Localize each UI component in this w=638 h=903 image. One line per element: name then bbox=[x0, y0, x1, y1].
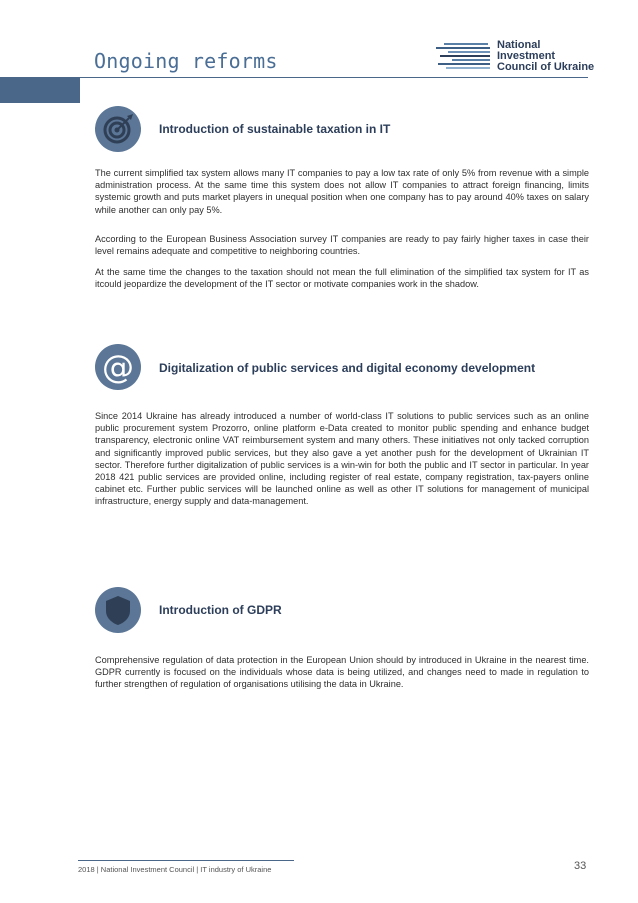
page-number: 33 bbox=[574, 860, 587, 872]
section-title-gdpr: Introduction of GDPR bbox=[159, 603, 282, 617]
paragraph-taxation-3: At the same time the changes to the taxation should not mean the full elimination of the simplified tax system for IT as itcould jeopardize the development of the IT sector or motivate companies work in the shadow. bbox=[95, 267, 589, 290]
paragraph-taxation-1: The current simplified tax system allows many IT companies to pay a low tax rate of only 5% from revenue with a simple administration process. At the same time this system does not allow IT companies to attract foreign financing, limits systemic growth and puts market players in unequal position when one company has to pay around 40% taxes on salary while another can only pay 5%. bbox=[95, 168, 589, 215]
svg-text:@: @ bbox=[102, 348, 134, 386]
section-title-taxation: Introduction of sustainable taxation in IT bbox=[159, 122, 391, 136]
footer-divider bbox=[78, 860, 294, 861]
footer-text: 2018 | National Investment Council | IT industry of Ukraine bbox=[78, 865, 272, 874]
logo-line-3: Council of Ukraine bbox=[497, 61, 595, 73]
paragraph-taxation-2: According to the European Business Association survey IT companies are ready to pay fairly higher taxes in case their level remains adequate and competitive to neighboring countries. bbox=[95, 234, 589, 257]
at-sign-icon bbox=[95, 344, 141, 390]
header-divider bbox=[80, 77, 588, 78]
side-accent-block bbox=[0, 77, 80, 103]
paragraph-gdpr-1: Comprehensive regulation of data protection in the European Union should by introduced in Ukraine in the nearest time. GDPR currently is focused on the individuals whose data is being utilized, and changes need to made in regulation to further strengthen of regulation of organisations utilising the data in Ukraine. bbox=[95, 655, 589, 690]
logo-line-1: National bbox=[497, 39, 541, 51]
paragraph-digitalization-1: Since 2014 Ukraine has already introduced a number of world-class IT solutions to public services such as an online public procurement system Prozorro, online platform e-Data created to monitor public spending and enhance budget transparency, electronic online VAT reimbursement system and many others. These initiatives not only tacked corruption and significantly improved public services, but they also gave a yet another push for the development of Ukrainian IT sector. Therefore further digitalization of public services is a win-win for both the public and IT sector in particular. In year 2018 421 public services are provided online, including register of real estate, company registration, tax-payers online cabinet etc. Further public services will be launched online as well as other IT solutions for management of municipal infrastructure, energy supply and data-management. bbox=[95, 411, 589, 507]
logo-line-2: Investment bbox=[497, 50, 556, 62]
page-title: Ongoing reforms bbox=[94, 49, 278, 73]
shield-icon bbox=[95, 587, 141, 633]
target-icon bbox=[95, 106, 141, 152]
logo-text bbox=[497, 40, 594, 73]
section-title-digitalization: Digitalization of public services and digital economy development bbox=[159, 361, 536, 375]
